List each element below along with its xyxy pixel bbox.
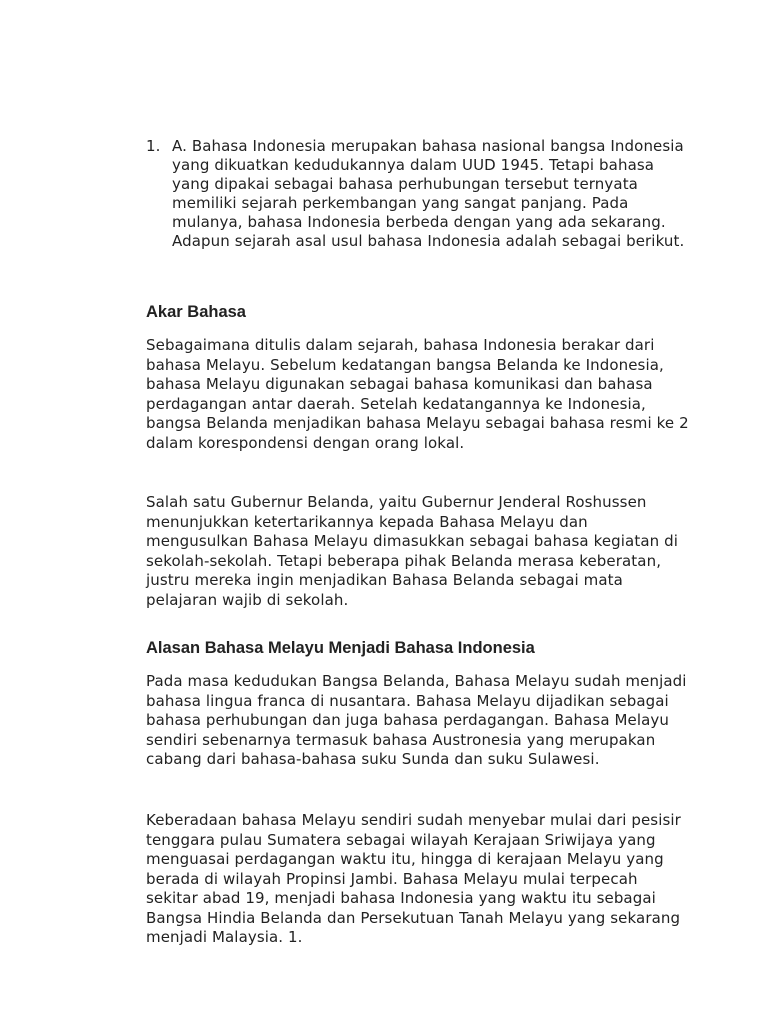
paragraph: Pada masa kedudukan Bangsa Belanda, Bahasa Melayu sudah menjadi bahasa lingua franca di nusantara. Bahasa Melayu dijadikan sebagai bahasa perhubungan dan juga bahasa perdagangan. Bahasa Melayu sendiri sebenarnya termasuk bahasa Austronesia yang merupakan cabang dari bahasa-bahasa suku Sunda dan suku Sulawesi. bbox=[146, 672, 687, 768]
list-marker: 1. bbox=[146, 137, 161, 155]
paragraph: Keberadaan bahasa Melayu sendiri sudah menyebar mulai dari pesisir tenggara pulau Sumatera sebagai wilayah Kerajaan Sriwijaya yang menguasai perdagangan waktu itu, hingga di kerajaan Melayu yang berada di wilayah Propinsi Jambi. Bahasa Melayu mulai terpecah sekitar abad 19, menjadi bahasa Indonesia yang waktu itu sebagai Bangsa Hindia Belanda dan Persekutuan Tanah Melayu yang sekarang menjadi Malaysia. 1. bbox=[146, 811, 681, 946]
section-heading-alasan: Alasan Bahasa Melayu Menjadi Bahasa Indonesia bbox=[146, 639, 535, 657]
section-heading-akar-bahasa: Akar Bahasa bbox=[146, 303, 246, 321]
list-item-text: A. Bahasa Indonesia merupakan bahasa nasional bangsa Indonesia yang dikuatkan kedudukannya dalam UUD 1945. Tetapi bahasa yang dipakai sebagai bahasa perhubungan tersebut ternyata memiliki sejarah perkembangan yang sangat panjang. Pada mulanya, bahasa Indonesia berbeda dengan yang ada sekarang. Adapun sejarah asal usul bahasa Indonesia adalah sebagai berikut. bbox=[172, 137, 685, 250]
paragraph: Salah satu Gubernur Belanda, yaitu Gubernur Jenderal Roshussen menunjukkan ketertarikannya kepada Bahasa Melayu dan mengusulkan Bahasa Melayu dimasukkan sebagai bahasa kegiatan di sekolah-sekolah. Tetapi beberapa pihak Belanda merasa keberatan, justru mereka ingin menjadikan Bahasa Belanda sebagai mata pelajaran wajib di sekolah. bbox=[146, 493, 678, 609]
intro-list bbox=[146, 137, 686, 251]
paragraph: Sebagaimana ditulis dalam sejarah, bahasa Indonesia berakar dari bahasa Melayu. Sebelum kedatangan bangsa Belanda ke Indonesia, bahasa Melayu digunakan sebagai bahasa komunikasi dan bahasa perdagangan antar daerah. Setelah kedatangannya ke Indonesia, bangsa Belanda menjadikan bahasa Melayu sebagai bahasa resmi ke 2 dalam korespondensi dengan orang lokal. bbox=[146, 336, 689, 452]
list-item bbox=[146, 137, 686, 251]
